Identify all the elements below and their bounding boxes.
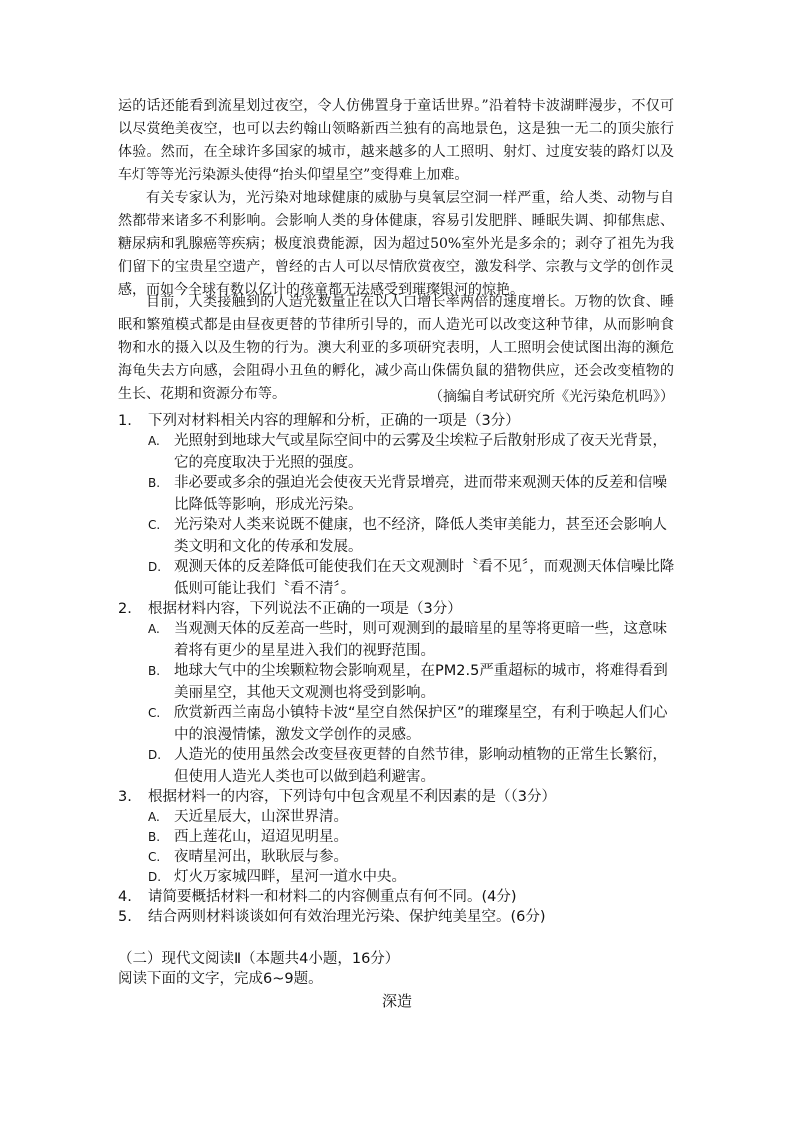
option-text: 灯火万家城四畔，星河一道水中央。 [174,869,406,885]
passage-source: （摘编自考试研究所《光污染危机吗》） [429,389,674,405]
question-1-option-c[interactable] [148,514,678,558]
option-label: A. [148,810,160,824]
question-3-option-d[interactable] [148,866,678,888]
option-text: 欣赏新西兰南岛小镇特卡波“星空自然保护区”的璀璨星空，有利于唤起人们心中的浪漫情愫，激发文学创作的灵感。 [174,705,668,743]
question-4 [118,886,678,908]
question-1-option-a[interactable] [148,430,678,474]
option-text: 光污染对人类来说既不健康，也不经济，降低人类审美能力，甚至还会影响人类文明和文化的传承和发展。 [174,517,667,555]
option-label: B. [148,476,161,490]
option-text: 地球大气中的尘埃颗粒物会影响观星，在PM2.5严重超标的城市，将难得看到美丽星空，其他天文观测也将受到影响。 [174,663,668,701]
option-label: B. [148,664,161,678]
passage-paragraph-2: 有关专家认为，光污染对地球健康的威胁与臭氧层空洞一样严重，给人类、动物与自然都带来诸多不利影响。会影响人类的身体健康，容易引发肥胖、睡眠失调、抑郁焦虑、糖尿病和乳腺癌等疾病；极度浪费能源，因为超过50%室外光是多余的；剥夺了祖先为我们留下的宝贵星空遗产，曾经的古人可以尽情欣赏夜空，激发科学、宗教与文学的创作灵感，而如今全球有数以亿计的孩童都无法感受到璀璨银河的惊艳。 [118,190,674,298]
option-label: D. [148,870,162,884]
question-1-option-b[interactable] [148,472,678,516]
question-3 [118,786,678,808]
question-stem: 结合两则材料谈谈如何有效治理光污染、保护纯美星空。(6分) [148,909,546,925]
option-label: D. [148,560,162,574]
question-number: 3. [118,789,132,805]
option-text: 光照射到地球大气或星际空间中的云雾及尘埃粒子后散射形成了夜天光背景，它的亮度取决于光照的强度。 [174,433,667,471]
question-stem: 根据材料一的内容，下列诗句中包含观星不利因素的是（（3分） [148,789,556,805]
question-1 [118,410,678,432]
question-5 [118,906,678,928]
option-text: 西上莲花山，迢迢见明星。 [174,829,348,845]
question-number: 5. [118,909,132,925]
option-label: A. [148,622,160,636]
section-heading: （二）现代文阅读Ⅱ（本题共4小题，16分） [118,951,400,967]
option-text: 观测天体的反差降低可能使我们在天文观测时〝看不见〞，而观测天体信噪比降低则可能让我们〝看不清〞。 [174,559,675,597]
question-2-option-d[interactable] [148,744,678,788]
option-text: 夜晴星河出，耿耿辰与参。 [174,849,348,865]
option-label: D. [148,748,162,762]
question-stem: 请简要概括材料一和材料二的内容侧重点有何不同。(4分) [148,889,517,905]
passage-paragraph-3: 目前，人类接触到的人造光数量正在以人口增长率两倍的速度增长。万物的饮食、睡眠和繁殖模式都是由昼夜更替的节律所引导的，而人造光可以改变这种节律，从而影响食物和水的摄入以及生物的行为。澳大利亚的多项研究表明，人工照明会使试图出海的濒危海龟失去方向感，会阻碍小丑鱼的孵化，减少高山侏儒负鼠的猎物供应，还会改变植物的生长、花期和资源分布等。 [118,294,674,402]
article-title: 深造 [381,992,412,1010]
question-stem: 下列对材料相关内容的理解和分析，正确的一项是（3分） [148,413,520,429]
section-instruction: 阅读下面的文字，完成6~9题。 [118,971,323,987]
option-label: A. [148,434,160,448]
option-label: B. [148,830,161,844]
passage-paragraph-1: 运的话还能看到流星划过夜空，令人仿佛置身于童话世界。”沿着特卡波湖畔漫步，不仅可以尽赏绝美夜空，也可以去约翰山领略新西兰独有的高地景色，这是独一无二的顶尖旅行体验。然而，在全球许多国家的城市，越来越多的人工照明、射灯、过度安装的路灯以及车灯等等光污染源头使得“抬头仰望星空”变得难上加难。 [118,98,674,183]
option-label: C. [148,850,161,864]
question-number: 2. [118,601,132,617]
question-stem: 根据材料内容，下列说法不正确的一项是（3分） [148,601,462,617]
option-text: 人造光的使用虽然会改变昼夜更替的自然节律，影响动植物的正常生长繁衍，但使用人造光人类也可以做到趋利避害。 [174,747,667,785]
question-2-option-a[interactable] [148,618,678,662]
question-2-option-b[interactable] [148,660,678,704]
question-3-option-b[interactable] [148,826,678,848]
question-number: 1. [118,413,132,429]
option-text: 当观测天体的反差高一些时，则可观测到的最暗星的星等将更暗一些，这意味着将有更少的星星进入我们的视野范围。 [174,621,667,659]
question-2-option-c[interactable] [148,702,678,746]
option-label: C. [148,518,161,532]
question-3-option-c[interactable] [148,846,678,868]
option-label: C. [148,706,161,720]
option-text: 非必要或多余的强迫光会使夜天光背景增亮，进而带来观测天体的反差和信噪比降低等影响，形成光污染。 [174,475,667,513]
question-1-option-d[interactable] [148,556,678,600]
question-2 [118,598,678,620]
question-3-option-a[interactable] [148,806,678,828]
question-number: 4. [118,889,132,905]
option-text: 天近星辰大，山深世界清。 [174,809,348,825]
